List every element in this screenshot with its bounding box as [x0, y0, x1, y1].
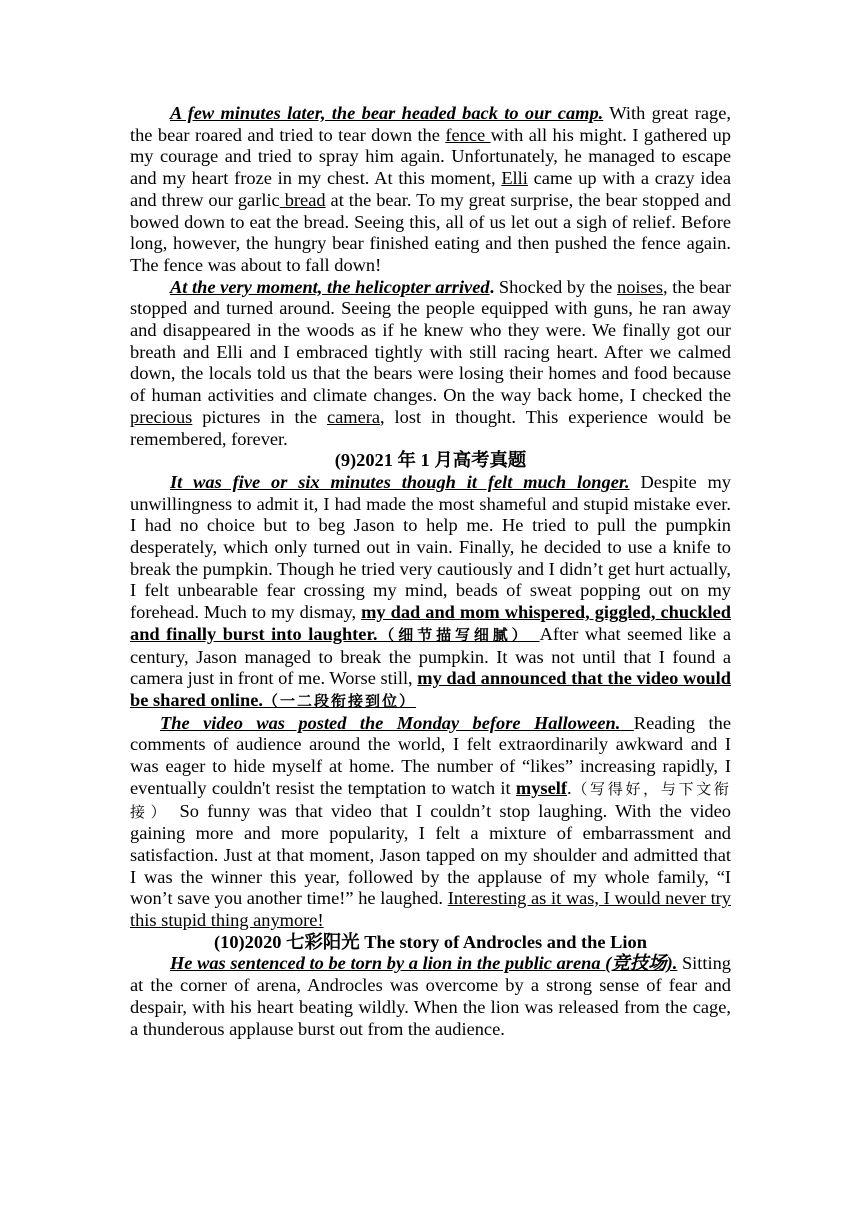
- bold-highlight: my dad announced that the video would be shared online.: [130, 668, 731, 710]
- topic-sentence: At the very moment, the helicopter arrived: [170, 276, 490, 297]
- paragraph-pumpkin: [130, 472, 731, 713]
- bold-highlight: my dad and mom whispered, giggled, chuckled and finally burst into laughter.: [130, 602, 731, 644]
- topic-sentence: A few minutes later, the bear headed back to our camp.: [170, 103, 604, 123]
- text-run: .: [567, 777, 572, 798]
- underlined-word-fence: fence: [445, 124, 491, 145]
- underlined-word-elli: Elli: [501, 168, 528, 189]
- paragraph-bear-camp: [130, 103, 731, 277]
- text-run: Shocked by the: [494, 276, 617, 297]
- text-run: pictures in the: [192, 406, 327, 427]
- text-run: With great rage, the bear roared and tried to tear down the: [130, 103, 731, 145]
- document-page: [130, 103, 731, 1040]
- text-run: So funny was that video that I couldn’t stop laughing. With the video gaining more and more popularity, I felt a mixture of embarrassment and satisfaction. Just at that moment, Jason tapped on my shoulder and admitted that I was the winner this year, followed by the applause of my whole family, “I won’t save you another time!” he laughed.: [130, 800, 731, 909]
- text-run: , lost in thought. This experience would be remembered, forever.: [130, 406, 731, 449]
- topic-sentence: The video was posted the Monday before Halloween.: [160, 712, 621, 733]
- text-run: Sitting at the corner of arena, Androcles was overcome by a strong sense of fear and despair, with his heart beating wildly. When the lion was released from the cage, a thunderous applause burst out from the audience.: [130, 953, 731, 1039]
- paragraph-helicopter: [130, 277, 731, 451]
- section-heading-10: (10)2020 七彩阳光 The story of Androcles and the Lion: [214, 931, 647, 952]
- comment-note: （细节描写细腻）: [377, 625, 540, 644]
- comment-note: （一二段衔接到位）: [263, 691, 417, 710]
- text-run: at the bear. To my great surprise, the bear stopped and bowed down to eat the bread. Seeing this, all of us let out a sigh of relief. Before long, however, the hungry bear finished eating and then pushed the fence again. The fence was about to fall down!: [130, 189, 731, 275]
- text-run: [620, 713, 633, 733]
- topic-sentence: It was five or six minutes though it felt much longer.: [170, 471, 630, 492]
- underlined-word-noises: noises: [617, 276, 663, 297]
- section-heading-9: (9)2021 年 1 月高考真题: [334, 450, 527, 471]
- underlined-word-precious: precious: [130, 406, 193, 427]
- topic-sentence: He was sentenced to be torn by a lion in the public arena (竞技场).: [170, 953, 678, 974]
- text-run: Despite my unwillingness to admit it, I had made the most shameful and stupid mistake ever. I had no choice but to beg Jason to help me. He tried to pull the pumpkin desperately, which only turned out in vain. Finally, he decided to use a knife to break the pumpkin. Though he tried very cautiously and I didn’t get hurt actually, I felt unbearable fear crossing my mind, beads of sweat popping out on my forehead. Much to my dismay,: [130, 471, 732, 623]
- underlined-word-bread: bread: [279, 189, 326, 210]
- text-run: Reading the comments of audience around the world, I felt extraordinarily awkward and I was eager to hide myself at home. The number of “likes” increasing rapidly, I eventually couldn't resist the temptation to watch it: [130, 712, 731, 798]
- text-run: After what seemed like a century, Jason managed to break the pumpkin. It was not until that I found a camera just in front of me. Worse still,: [130, 623, 731, 689]
- bold-highlight-myself: myself: [515, 777, 567, 798]
- text-run: .: [489, 276, 495, 297]
- text-run: came up with a crazy idea and threw our garlic: [130, 168, 731, 210]
- comment-note: （写得好，与下文衔接）: [130, 779, 731, 821]
- underlined-word-camera: camera: [326, 406, 381, 427]
- text-run: with all his might. I gathered up my courage and tried to spray him again. Unfortunately, he managed to escape and my heart froze in my chest. At this moment,: [130, 124, 731, 189]
- text-run: , the bear stopped and turned around. Seeing the people equipped with guns, he ran away and disappeared in the woods as if he knew who they were. We finally got our breath and Elli and I embraced tightly with still racing heart. After we calmed down, the locals told us that the bears were losing their homes and food because of human activities and climate changes. On the way back home, I checked the: [130, 276, 731, 406]
- paragraph-video: [130, 713, 731, 932]
- underlined-closing-sentence: Interesting as it was, I would never try this stupid thing anymore!: [130, 888, 731, 931]
- paragraph-androcles: [130, 953, 731, 1040]
